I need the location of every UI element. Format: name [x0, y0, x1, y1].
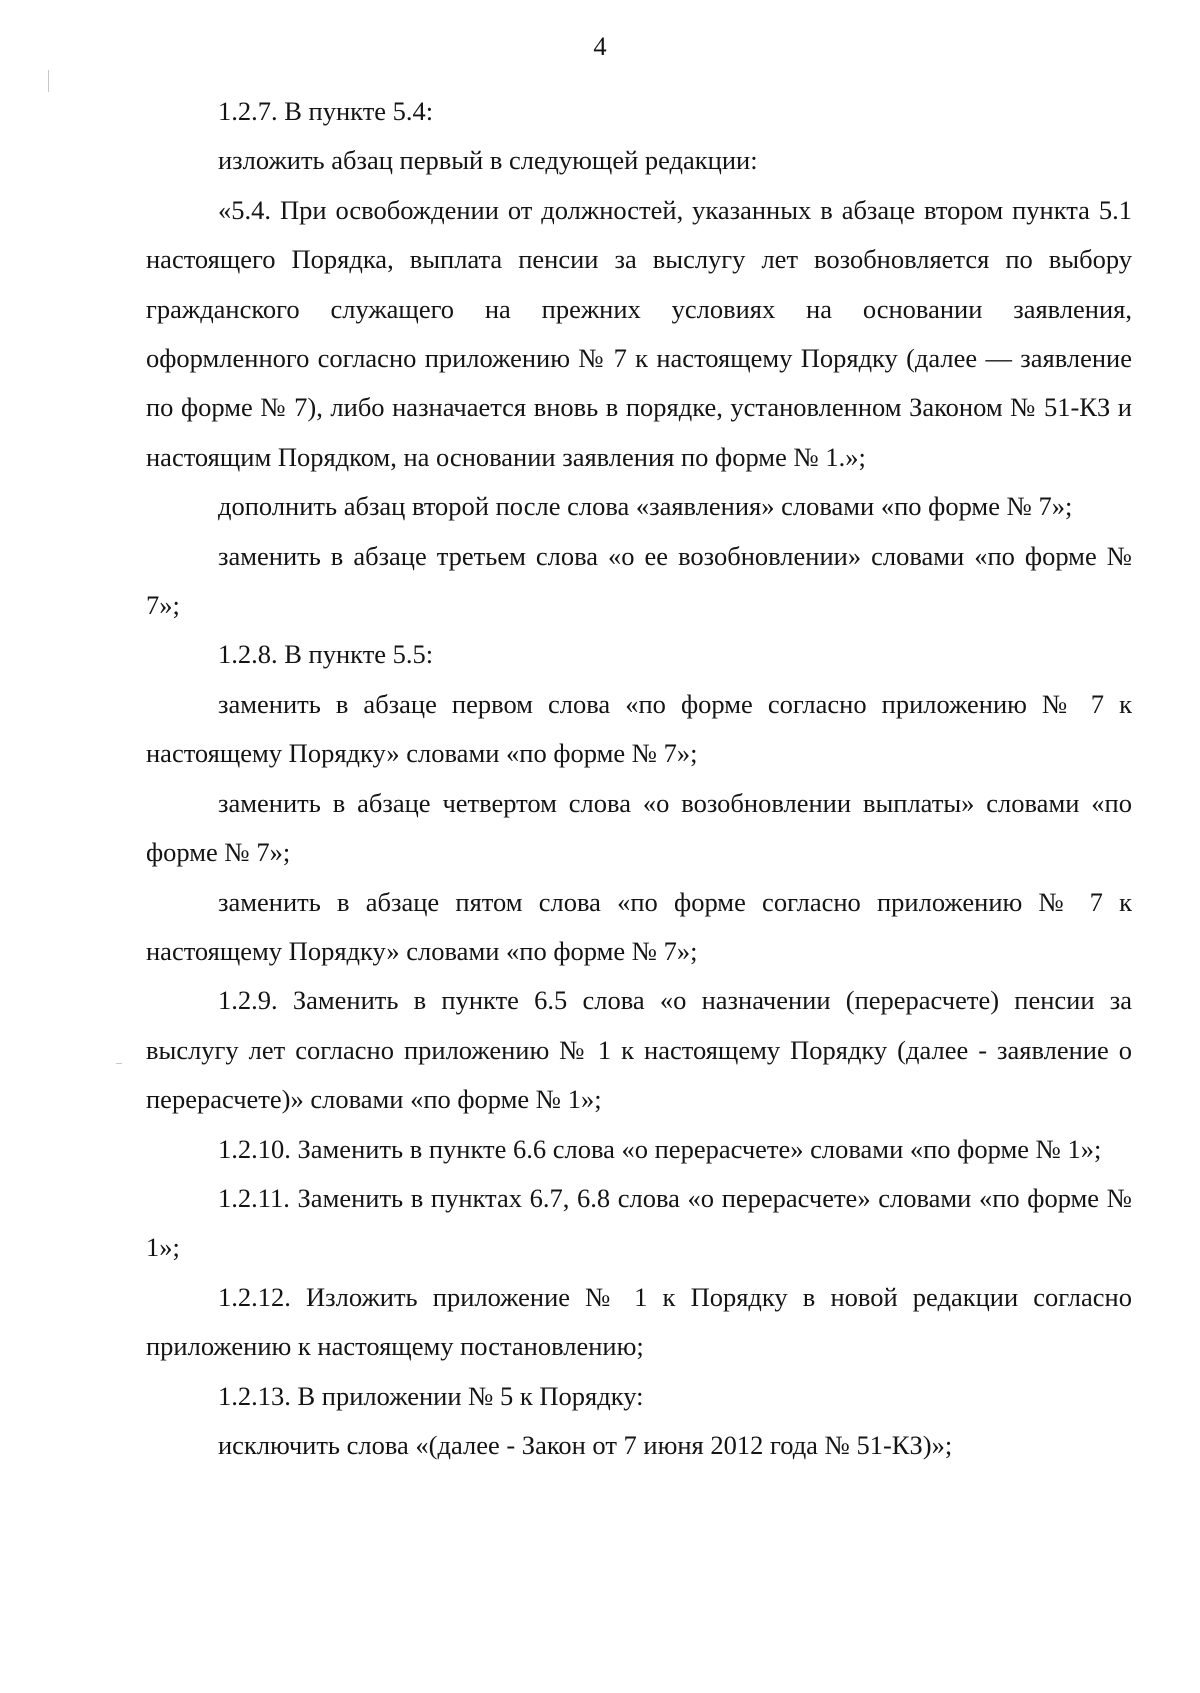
- paragraph-1-2-8-heading: 1.2.8. В пункте 5.5:: [218, 639, 434, 670]
- document-body: [146, 87, 1132, 1470]
- scan-mark: [116, 1063, 122, 1064]
- paragraph-amend-second-abzac: дополнить абзац второй после слова «заявления» словами «по форме № 7»;: [218, 491, 1073, 522]
- paragraph-5-5-fourth-abzac: заменить в абзаце четвертом слова «о возобновлении выплаты» словами «по форме № 7»;: [146, 787, 1132, 868]
- paragraph-1-2-12: 1.2.12. Изложить приложение № 1 к Порядку в новой редакции согласно приложению к настоящему постановлению;: [146, 1281, 1132, 1362]
- paragraph-1-2-9: 1.2.9. Заменить в пункте 6.5 слова «о назначении (перерасчете) пенсии за выслугу лет согласно приложению № 1 к настоящему Порядку (далее - заявление о перерасчете)» словами «по форме № 1»;: [146, 985, 1132, 1115]
- paragraph-amend-first-abzac: изложить абзац первый в следующей редакции:: [218, 145, 758, 176]
- paragraph-exclude-words: исключить слова «(далее - Закон от 7 июня 2012 года № 51-КЗ)»;: [218, 1429, 953, 1460]
- paragraph-5-5-first-abzac: заменить в абзаце первом слова «по форме согласно приложению № 7 к настоящему Порядку» словами «по форме № 7»;: [146, 688, 1132, 769]
- paragraph-quoted-5-4: «5.4. При освобождении от должностей, указанных в абзаце втором пункта 5.1 настоящего Порядка, выплата пенсии за выслугу лет возобновляется по выбору гражданского служащего на прежних условиях на основании заявления, оформленного согласно приложению № 7 к настоящему Порядку (далее — заявление по форме № 7), либо назначается вновь в порядке, установленном Законом № 51-КЗ и настоящим Порядком, на основании заявления по форме № 1.»;: [146, 194, 1132, 472]
- page-number: 4: [593, 31, 607, 61]
- paragraph-1-2-7-heading: 1.2.7. В пункте 5.4:: [218, 96, 434, 126]
- paragraph-amend-third-abzac: заменить в абзаце третьем слова «о ее возобновлении» словами «по форме № 7»;: [146, 540, 1132, 621]
- paragraph-1-2-11: 1.2.11. Заменить в пунктах 6.7, 6.8 слова «о перерасчете» словами «по форме № 1»;: [146, 1182, 1132, 1263]
- scan-mark: [48, 70, 49, 92]
- paragraph-1-2-10: 1.2.10. Заменить в пункте 6.6 слова «о перерасчете» словами «по форме № 1»;: [218, 1133, 1102, 1164]
- paragraph-5-5-fifth-abzac: заменить в абзаце пятом слова «по форме согласно приложению № 7 к настоящему Порядку» словами «по форме № 7»;: [146, 886, 1132, 966]
- paragraph-1-2-13-heading: 1.2.13. В приложении № 5 к Порядку:: [218, 1380, 644, 1411]
